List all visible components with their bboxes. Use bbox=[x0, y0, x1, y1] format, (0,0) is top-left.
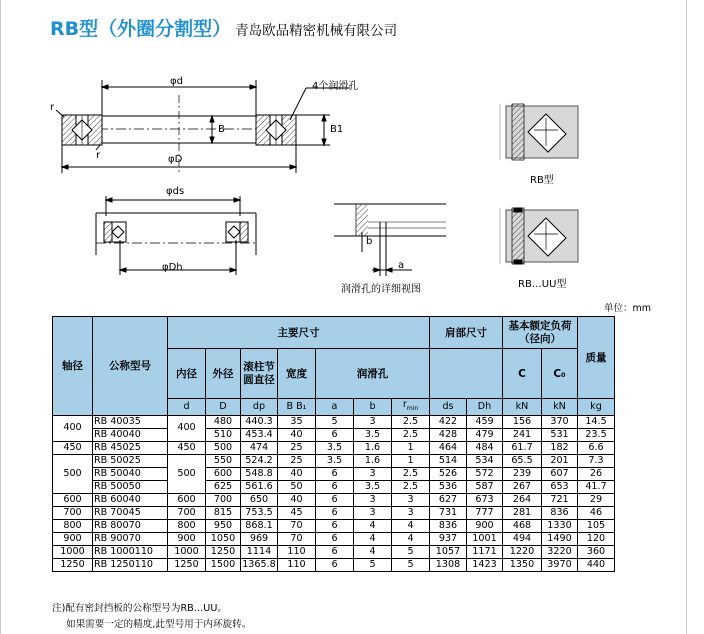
cell-shaft: 400 bbox=[53, 415, 93, 441]
cell-dp: 440.3 bbox=[241, 415, 278, 428]
cell-a: 6 bbox=[316, 558, 354, 571]
label-B: B bbox=[218, 124, 225, 135]
label-phi-d: φd bbox=[170, 76, 183, 87]
cell-c: 267 bbox=[503, 480, 542, 493]
cell-r: 3 bbox=[392, 506, 430, 519]
cell-c0: 182 bbox=[542, 441, 578, 454]
cell-a: 5 bbox=[316, 415, 354, 428]
cell-mass: 440 bbox=[578, 558, 615, 571]
cell-mass: 6.6 bbox=[578, 441, 615, 454]
rb-caption: RB型 bbox=[530, 175, 554, 186]
cell-d: 700 bbox=[168, 506, 206, 519]
cell-b: 3 bbox=[354, 493, 392, 506]
cell-a: 6 bbox=[316, 428, 354, 441]
cell-c0: 1330 bbox=[542, 519, 578, 532]
cell-shaft: 800 bbox=[53, 519, 93, 532]
cell-d: 480 bbox=[206, 415, 241, 428]
cell-shaft: 1000 bbox=[53, 545, 93, 558]
symbol-b: b bbox=[354, 399, 392, 416]
notes bbox=[52, 601, 251, 633]
table-row bbox=[53, 532, 615, 545]
cell-mass: 46 bbox=[578, 506, 615, 519]
cell-model: RB 60040 bbox=[93, 493, 168, 506]
cell-d: 1500 bbox=[206, 558, 241, 571]
cell-c0: 836 bbox=[542, 506, 578, 519]
cell-d: 1250 bbox=[206, 545, 241, 558]
cell-ds: 428 bbox=[430, 428, 467, 441]
table-row bbox=[53, 480, 615, 493]
cell-c0: 607 bbox=[542, 467, 578, 480]
spec-table bbox=[52, 316, 615, 572]
symbol-kg: kg bbox=[578, 399, 615, 416]
cell-dh: 1423 bbox=[467, 558, 503, 571]
cell-b: 4 bbox=[354, 532, 392, 545]
cell-mass: 23.5 bbox=[578, 428, 615, 441]
cell-b: 3.5 bbox=[354, 480, 392, 493]
cell-c: 65.5 bbox=[503, 454, 542, 467]
cell-c0: 370 bbox=[542, 415, 578, 428]
label-lube-holes: 4个润滑孔 bbox=[312, 81, 359, 92]
cell-b: 40 bbox=[278, 493, 316, 506]
technical-drawings bbox=[0, 0, 704, 304]
cell-model: RB 40035 bbox=[93, 415, 168, 428]
cell-d: 400 bbox=[168, 415, 206, 441]
spec-table-body bbox=[53, 415, 615, 571]
cell-c0: 653 bbox=[542, 480, 578, 493]
cell-dp: 524.2 bbox=[241, 454, 278, 467]
cell-mass: 29 bbox=[578, 493, 615, 506]
cell-c: 241 bbox=[503, 428, 542, 441]
header-shaft: 轴径 bbox=[53, 317, 93, 416]
cell-dp: 753.5 bbox=[241, 506, 278, 519]
cell-dh: 1001 bbox=[467, 532, 503, 545]
symbol-ds: ds bbox=[430, 399, 467, 416]
cell-b: 40 bbox=[278, 428, 316, 441]
header-outer: 外径 bbox=[206, 349, 241, 399]
header-inner: 内径 bbox=[168, 349, 206, 399]
cell-ds: 731 bbox=[430, 506, 467, 519]
cell-dh: 673 bbox=[467, 493, 503, 506]
symbol-kN-C: kN bbox=[503, 399, 542, 416]
cell-shaft: 500 bbox=[53, 454, 93, 493]
cell-b: 45 bbox=[278, 506, 316, 519]
cell-dh: 534 bbox=[467, 454, 503, 467]
cell-c0: 3970 bbox=[542, 558, 578, 571]
cell-c: 61.7 bbox=[503, 441, 542, 454]
cell-r: 4 bbox=[392, 532, 430, 545]
symbol-a: a bbox=[316, 399, 354, 416]
cell-model: RB 50040 bbox=[93, 467, 168, 480]
cell-b: 3 bbox=[354, 506, 392, 519]
cell-c0: 1490 bbox=[542, 532, 578, 545]
cell-dh: 484 bbox=[467, 441, 503, 454]
cell-d: 600 bbox=[206, 467, 241, 480]
cell-d: 500 bbox=[168, 454, 206, 493]
cell-d: 625 bbox=[206, 480, 241, 493]
cell-dp: 548.8 bbox=[241, 467, 278, 480]
cell-r: 1 bbox=[392, 441, 430, 454]
symbol-Dh: Dh bbox=[467, 399, 503, 416]
cell-r: 4 bbox=[392, 519, 430, 532]
cell-mass: 105 bbox=[578, 519, 615, 532]
detail-caption: 润滑孔的详细视图 bbox=[341, 284, 421, 295]
cell-d: 450 bbox=[168, 441, 206, 454]
cell-ds: 514 bbox=[430, 454, 467, 467]
label-a: a bbox=[398, 260, 405, 271]
cell-c: 1350 bbox=[503, 558, 542, 571]
cell-d: 1000 bbox=[168, 545, 206, 558]
cell-c: 264 bbox=[503, 493, 542, 506]
cell-model: RB 80070 bbox=[93, 519, 168, 532]
cell-r: 2.5 bbox=[392, 480, 430, 493]
cell-d: 550 bbox=[206, 454, 241, 467]
cell-r: 3 bbox=[392, 493, 430, 506]
company-name: 青岛欧品精密机械有限公司 bbox=[235, 23, 398, 39]
symbol-r: $r_{min}$ bbox=[392, 399, 430, 416]
table-row bbox=[53, 415, 615, 428]
cell-mass: 7.3 bbox=[578, 454, 615, 467]
label-B1: B1 bbox=[330, 124, 344, 135]
label-phi-D: φD bbox=[168, 154, 183, 165]
cell-mass: 14.5 bbox=[578, 415, 615, 428]
label-phi-ds: φds bbox=[166, 186, 185, 197]
header-C: C bbox=[503, 349, 542, 399]
header-lube: 润滑孔 bbox=[316, 349, 430, 399]
cell-a: 6 bbox=[316, 545, 354, 558]
cell-b: 3 bbox=[354, 415, 392, 428]
cell-r: 5 bbox=[392, 545, 430, 558]
cell-mass: 360 bbox=[578, 545, 615, 558]
cell-mass: 26 bbox=[578, 467, 615, 480]
rbuu-caption: RB…UU型 bbox=[518, 279, 567, 290]
cell-ds: 836 bbox=[430, 519, 467, 532]
cell-d: 815 bbox=[206, 506, 241, 519]
symbol-D: D bbox=[206, 399, 241, 416]
table-row bbox=[53, 467, 615, 480]
cell-c: 156 bbox=[503, 415, 542, 428]
cell-a: 6 bbox=[316, 480, 354, 493]
cell-d: 950 bbox=[206, 519, 241, 532]
header-mass: 质量 bbox=[578, 317, 615, 399]
table-row bbox=[53, 428, 615, 441]
cell-a: 6 bbox=[316, 467, 354, 480]
cell-model: RB 1000110 bbox=[93, 545, 168, 558]
cell-a: 6 bbox=[316, 532, 354, 545]
cell-dh: 479 bbox=[467, 428, 503, 441]
cell-b: 3.5 bbox=[354, 428, 392, 441]
table-row bbox=[53, 441, 615, 454]
cell-r: 1 bbox=[392, 454, 430, 467]
label-r-top: r bbox=[50, 102, 55, 113]
cell-model: RB 50025 bbox=[93, 454, 168, 467]
cell-d: 1050 bbox=[206, 532, 241, 545]
cell-model: RB 90070 bbox=[93, 532, 168, 545]
cell-b: 25 bbox=[278, 441, 316, 454]
cell-a: 6 bbox=[316, 493, 354, 506]
cell-a: 3.5 bbox=[316, 454, 354, 467]
cell-c0: 3220 bbox=[542, 545, 578, 558]
cell-shaft: 450 bbox=[53, 441, 93, 454]
cell-dh: 572 bbox=[467, 467, 503, 480]
header-roller: 滚柱节圆直径 bbox=[241, 349, 278, 399]
cell-shaft: 600 bbox=[53, 493, 93, 506]
cell-c: 494 bbox=[503, 532, 542, 545]
cell-shaft: 700 bbox=[53, 506, 93, 519]
table-row bbox=[53, 454, 615, 467]
cell-d: 600 bbox=[168, 493, 206, 506]
cell-d: 500 bbox=[206, 441, 241, 454]
cell-dp: 1365.8 bbox=[242, 558, 276, 570]
unit-label: 单位：mm bbox=[604, 303, 652, 314]
cell-b: 1.6 bbox=[354, 454, 392, 467]
cell-r: 2.5 bbox=[392, 467, 430, 480]
cell-dh: 777 bbox=[467, 506, 503, 519]
cell-dh: 900 bbox=[467, 519, 503, 532]
cell-dh: 587 bbox=[467, 480, 503, 493]
cell-c0: 531 bbox=[542, 428, 578, 441]
symbol-B-B1: B B₁ bbox=[278, 399, 316, 416]
label-b: b bbox=[366, 236, 373, 247]
cell-ds: 1308 bbox=[430, 558, 467, 571]
cell-a: 6 bbox=[316, 519, 354, 532]
header-load: 基本额定负荷（径向） bbox=[503, 317, 578, 349]
rb-section-drawing bbox=[500, 104, 578, 160]
cell-c0: 721 bbox=[542, 493, 578, 506]
cell-model: RB 70045 bbox=[93, 506, 168, 519]
symbol-kN-C0: kN bbox=[542, 399, 578, 416]
table-row bbox=[53, 545, 615, 558]
cell-a: 3.5 bbox=[316, 441, 354, 454]
cell-c: 239 bbox=[503, 467, 542, 480]
cell-b: 25 bbox=[278, 454, 316, 467]
cell-shaft: 1250 bbox=[53, 558, 93, 571]
cell-r: 2.5 bbox=[392, 415, 430, 428]
cell-mass: 120 bbox=[578, 532, 615, 545]
cell-c0: 201 bbox=[542, 454, 578, 467]
label-phi-Dh: φDh bbox=[162, 262, 183, 273]
cell-ds: 937 bbox=[430, 532, 467, 545]
cell-d: 700 bbox=[206, 493, 241, 506]
cell-dp: 650 bbox=[241, 493, 278, 506]
cell-ds: 422 bbox=[430, 415, 467, 428]
cell-r: 5 bbox=[392, 558, 430, 571]
note-line-2: 如果需要一定的精度,此型号用于内环旋转。 bbox=[66, 619, 252, 630]
cell-model: RB 50050 bbox=[93, 480, 168, 493]
cell-r: 2.5 bbox=[392, 428, 430, 441]
cell-model: RB 1250110 bbox=[93, 558, 168, 571]
cell-b: 50 bbox=[278, 480, 316, 493]
symbol-dp: dp bbox=[241, 399, 278, 416]
cell-ds: 536 bbox=[430, 480, 467, 493]
cell-d: 900 bbox=[168, 532, 206, 545]
cell-ds: 526 bbox=[430, 467, 467, 480]
cell-ds: 1057 bbox=[430, 545, 467, 558]
cell-b: 5 bbox=[354, 558, 392, 571]
cell-b: 110 bbox=[278, 558, 316, 571]
cell-a: 6 bbox=[316, 506, 354, 519]
cell-model: RB 40040 bbox=[93, 428, 168, 441]
cell-dh: 1171 bbox=[467, 545, 503, 558]
cell-dh: 459 bbox=[467, 415, 503, 428]
cell-b: 4 bbox=[354, 519, 392, 532]
cell-b: 110 bbox=[278, 545, 316, 558]
cell-d: 800 bbox=[168, 519, 206, 532]
label-r-bottom: r bbox=[96, 150, 101, 161]
table-row bbox=[53, 519, 615, 532]
cell-b: 70 bbox=[278, 519, 316, 532]
cell-dp: 1114 bbox=[241, 545, 278, 558]
cell-d: 1250 bbox=[168, 558, 206, 571]
cell-dp: 868.1 bbox=[241, 519, 278, 532]
cell-b: 40 bbox=[278, 467, 316, 480]
cell-c: 281 bbox=[503, 506, 542, 519]
table-row bbox=[53, 558, 615, 571]
cell-b: 35 bbox=[278, 415, 316, 428]
table-row bbox=[53, 506, 615, 519]
drawing-canvas bbox=[0, 0, 704, 300]
rbuu-section-drawing bbox=[500, 208, 578, 264]
cell-dp: 969 bbox=[241, 532, 278, 545]
cell-shaft: 900 bbox=[53, 532, 93, 545]
cell-d: 510 bbox=[206, 428, 241, 441]
cell-b: 4 bbox=[354, 545, 392, 558]
lube-hole-detail-drawing bbox=[334, 204, 446, 276]
cell-b: 3 bbox=[354, 467, 392, 480]
cell-dp: 453.4 bbox=[241, 428, 278, 441]
header-width: 宽度 bbox=[278, 349, 316, 399]
header-C0: C₀ bbox=[542, 349, 578, 399]
header-main-dims: 主要尺寸 bbox=[168, 317, 430, 349]
cell-c: 1220 bbox=[503, 545, 542, 558]
cell-dp: 474 bbox=[241, 441, 278, 454]
header-shoulder: 肩部尺寸 bbox=[430, 317, 503, 349]
cell-model: RB 45025 bbox=[93, 441, 168, 454]
cell-mass: 41.7 bbox=[578, 480, 615, 493]
cell-b: 70 bbox=[278, 532, 316, 545]
cell-ds: 464 bbox=[430, 441, 467, 454]
note-line-1: 注)配有密封挡板的公称型号为RB…UU。 bbox=[52, 603, 227, 614]
cell-b: 1.6 bbox=[354, 441, 392, 454]
cell-ds: 627 bbox=[430, 493, 467, 506]
bearing-type-title: RB型（外圈分割型） bbox=[50, 18, 232, 40]
header-model: 公称型号 bbox=[93, 317, 168, 416]
table-row bbox=[53, 493, 615, 506]
cell-dp: 561.6 bbox=[241, 480, 278, 493]
symbol-d: d bbox=[168, 399, 206, 416]
cell-c: 468 bbox=[503, 519, 542, 532]
